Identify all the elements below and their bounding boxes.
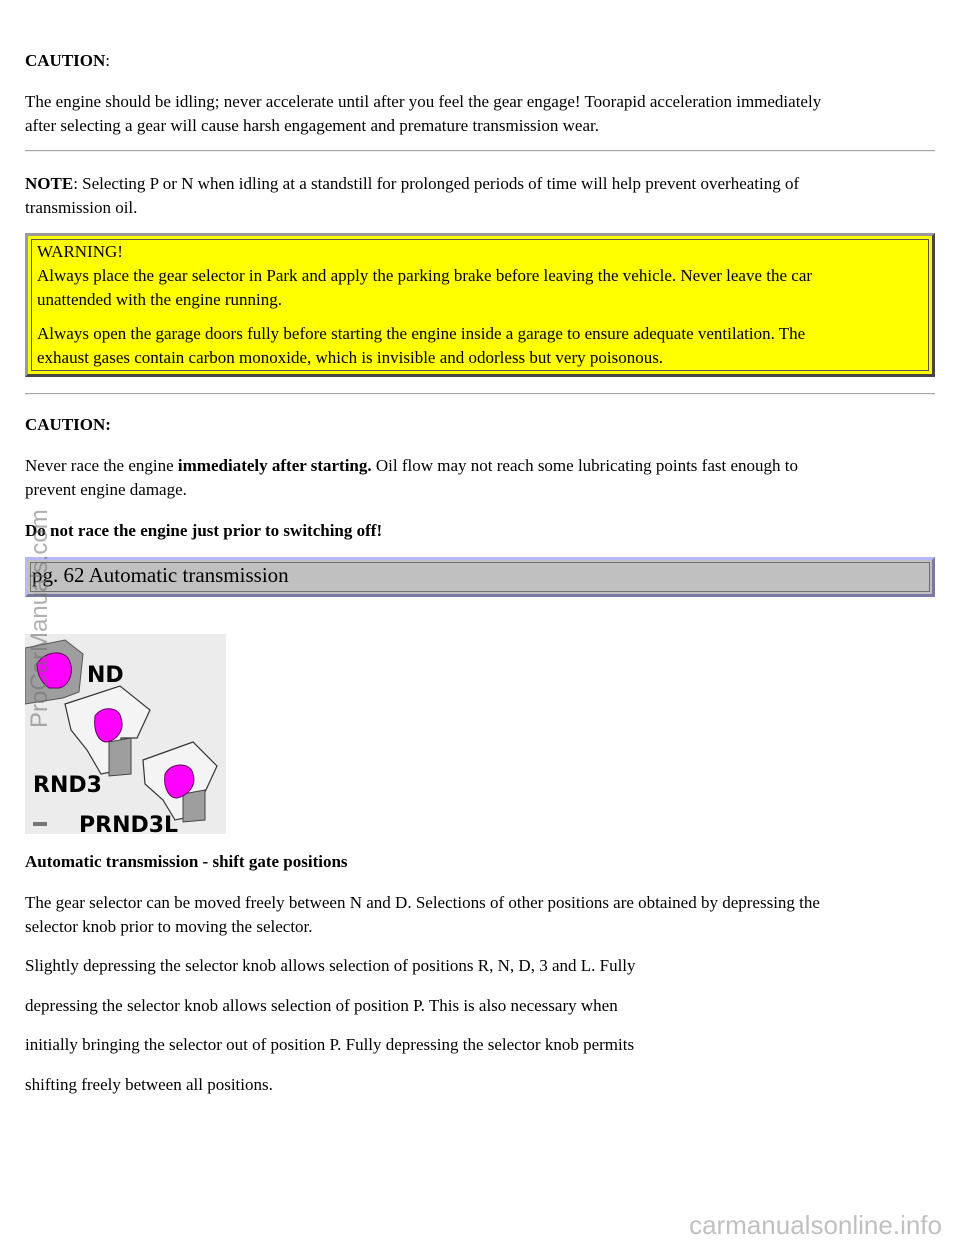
gate-label-nd: ND [87,663,124,688]
body-paragraph-1: The gear selector can be moved freely between N and D. Selections of other positions are obtained by depressing the selector knob prior to moving the selector. [25,893,820,936]
warning-title: WARNING! [37,242,123,261]
watermark-side: ProCarManuals.com [26,509,53,728]
gate-label-rnd3: RND3 [33,773,102,798]
body-paragraph-5: shifting freely between all positions. [25,1075,273,1094]
caution-text-2: Never race the engine immediately after starting. Oil flow may not reach some lubricating points fast enough to prevent engine damage. [25,456,798,499]
section-title: pg. 62 Automatic transmission [32,563,289,587]
warning-box [25,233,935,377]
body-paragraph-4: initially bringing the selector out of position P. Fully depressing the selector knob permits [25,1035,635,1054]
warning-paragraph-1: Always place the gear selector in Park and apply the parking brake before leaving the vehicle. Never leave the car unattended with the engine running. [37,266,813,309]
section-header [25,557,935,597]
note-text: NOTE: Selecting P or N when idling at a standstill for prolonged periods of time will help prevent overheating of transmission oil. [25,174,800,217]
figure-caption: Automatic transmission - shift gate positions [25,852,348,871]
watermark-bottom: carmanualsonline.info [689,1210,942,1240]
divider [25,150,935,152]
caution-text: The engine should be idling; never accelerate until after you feel the gear engage! Toorapid acceleration immediately after selecting a gear will cause harsh engagement and premature transmission wear. [25,92,822,135]
body-paragraph-2: Slightly depressing the selector knob allows selection of positions R, N, D, 3 and L. Fully [25,956,636,975]
divider [25,393,935,395]
warning-paragraph-2: Always open the garage doors fully before starting the engine inside a garage to ensure adequate ventilation. The exhaust gases contain carbon monoxide, which is invisible and odorless but very poisonous. [37,324,806,367]
gate-label-prnd3l: PRND3L [79,813,179,834]
shift-gate-illustration [25,634,226,834]
body-paragraph-3: depressing the selector knob allows selection of position P. This is also necessary when [25,996,618,1015]
caution-heading: CAUTION: [25,51,111,70]
caution-bold-line: Do not race the engine just prior to switching off! [25,521,383,540]
caution-heading-2: CAUTION: [25,415,111,434]
